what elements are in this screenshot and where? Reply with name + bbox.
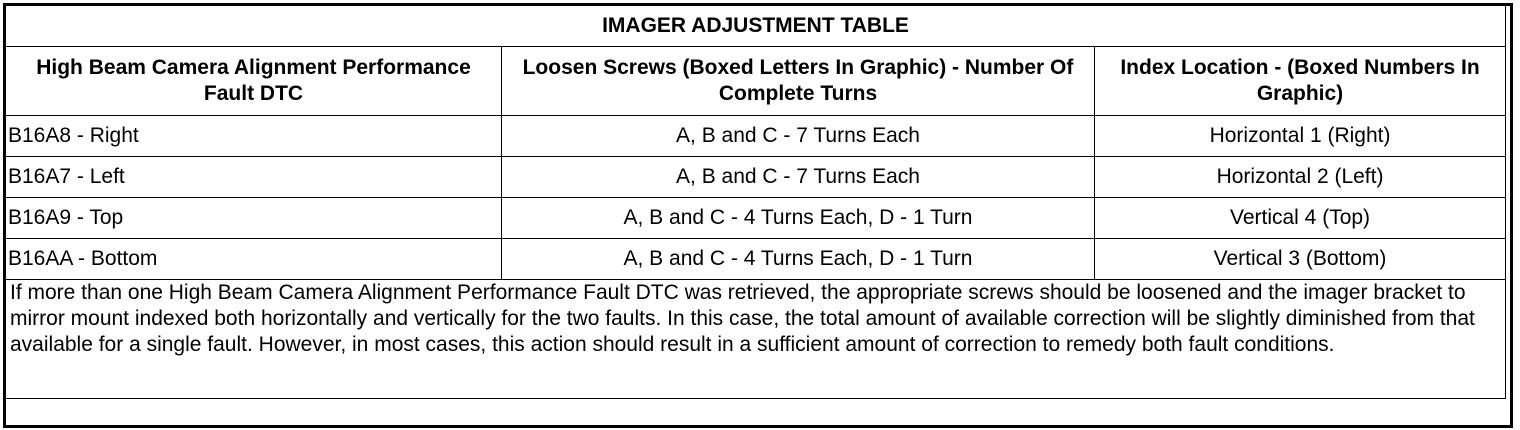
table-title: IMAGER ADJUSTMENT TABLE <box>6 6 1506 47</box>
cell-dtc: B16A7 - Left <box>6 157 502 198</box>
cell-dtc: B16AA - Bottom <box>6 239 502 280</box>
table-note: If more than one High Beam Camera Alignment Performance Fault DTC was retrieved, the appropriate screws should be loosened and the imager bracket to mirror mount indexed both horizontally and vertically for the two faults. In this case, the total amount of available correction will be slightly diminished from that available for a single fault. However, in most cases, this action should result in a sufficient amount of correction to remedy both fault conditions. <box>6 280 1506 399</box>
cell-screws: A, B and C - 4 Turns Each, D - 1 Turn <box>502 198 1095 239</box>
cell-screws: A, B and C - 7 Turns Each <box>502 116 1095 157</box>
cell-index: Horizontal 2 (Left) <box>1095 157 1506 198</box>
table-note-row <box>6 280 1506 399</box>
column-header-dtc: High Beam Camera Alignment Performance Fault DTC <box>6 47 502 116</box>
table-title-row <box>6 6 1506 47</box>
table-row <box>6 116 1506 157</box>
cell-index: Horizontal 1 (Right) <box>1095 116 1506 157</box>
table-row <box>6 239 1506 280</box>
imager-adjustment-table <box>5 5 1506 399</box>
cell-dtc: B16A9 - Top <box>6 198 502 239</box>
column-header-index-location: Index Location - (Boxed Numbers In Graphic) <box>1095 47 1506 116</box>
cell-screws: A, B and C - 7 Turns Each <box>502 157 1095 198</box>
column-header-loosen-screws: Loosen Screws (Boxed Letters In Graphic) - Number Of Complete Turns <box>502 47 1095 116</box>
table-row <box>6 198 1506 239</box>
cell-index: Vertical 3 (Bottom) <box>1095 239 1506 280</box>
table-header-row <box>6 47 1506 116</box>
cell-screws: A, B and C - 4 Turns Each, D - 1 Turn <box>502 239 1095 280</box>
cell-dtc: B16A8 - Right <box>6 116 502 157</box>
table-row <box>6 157 1506 198</box>
cell-index: Vertical 4 (Top) <box>1095 198 1506 239</box>
